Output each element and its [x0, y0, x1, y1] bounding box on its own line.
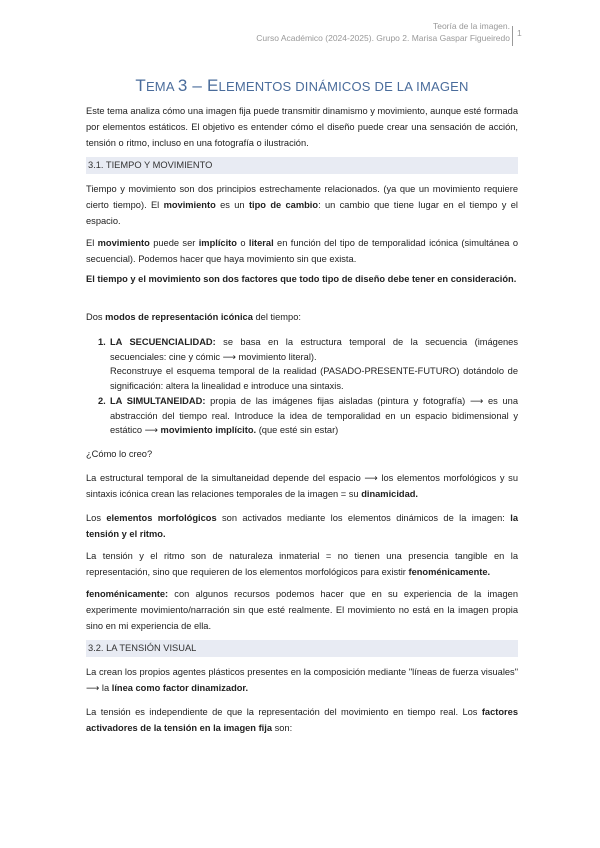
paragraph-lineas-fuerza: La crean los propios agentes plásticos presentes en la composición mediante "líneas de fuerza visuales" ⟶ la línea como factor dinamizador. [86, 667, 518, 693]
modes-list [86, 335, 518, 439]
paragraph-movimiento-tipos: El movimiento puede ser implícito o literal en función del tipo de temporalidad icónica (simultánea o secuencial). Podemos hacer que haya movimiento sin que exista. [86, 238, 518, 264]
list-item: 1. LA SECUENCIALIDAD: se basa en la estructura temporal de la secuencia (imágenes secuenciales: cine y cómic ⟶ movimiento literal). Reconstruye el esquema temporal de la realidad (PASADO-PRESENTE-FUTURO) dotándolo de significación: altera la linealidad e introduce una sintaxis. [98, 337, 518, 391]
section-heading-3-2: 3.2. LA TENSIÓN VISUAL [86, 640, 518, 657]
intro-paragraph: Este tema analiza cómo una imagen fija puede transmitir dinamismo y movimiento, aunque esté formada por elementos estáticos. El objetivo es entender cómo el diseño puede crear una sensación de acción, tensión o ritmo, incluso en una fotografía o ilustración. [86, 106, 519, 148]
list-item: 2. LA SIMULTANEIDAD: propia de las imágenes fijas aisladas (pintura y fotografía) ⟶ es una abstracción del tiempo real. Introduce la idea de temporalidad en un espacio bidimensional y estático ⟶ movimiento implícito. (que esté sin estar) [98, 396, 518, 435]
page-number: 1 [512, 26, 531, 46]
paragraph-key-statement: El tiempo y el movimiento son dos factores que todo tipo de diseño debe tener en consideración. [86, 274, 517, 284]
paragraph-elementos-morfologicos: Los elementos morfológicos son activados mediante los elementos dinámicos de la imagen: la tensión y el ritmo. [86, 513, 518, 539]
paragraph-modos: Dos modos de representación icónica del tiempo: [86, 312, 301, 322]
paragraph-fenomenicamente: fenoménicamente: con algunos recursos podemos hacer que en su experiencia de la imagen experimente movimiento/narración sin que esté realmente. El movimiento no está en la imagen propia sino en mi experiencia de ella. [86, 589, 518, 631]
paragraph-factores-activadores: La tensión es independiente de que la representación del movimiento en tiempo real. Los factores activadores de la tensión en la imagen fija son: [86, 707, 518, 733]
section-heading-3-1: 3.1. TIEMPO Y MOVIMIENTO [86, 157, 518, 174]
paragraph-tension-ritmo: La tensión y el ritmo son de naturaleza inmaterial = no tienen una presencia tangible en la representación, sino que requieren de los elementos morfológicos para existir fenoménicamente. [86, 551, 518, 577]
page-title: TEMA 3 – ELEMENTOS DINÁMICOS DE LA IMAGEN [135, 76, 469, 95]
paragraph-tiempo-movimiento: Tiempo y movimiento son dos principios estrechamente relacionados. (ya que un movimiento requiere cierto tiempo). El movimiento es un tipo de cambio: un cambio que tiene lugar en el tiempo y el espacio. [86, 184, 518, 226]
paragraph-estructura-temporal: La estructural temporal de la simultaneidad depende del espacio ⟶ los elementos morfológicos y su sintaxis icónica crean las relaciones temporales de la imagen = su dinamicidad. [86, 473, 518, 499]
header-course-title: Teoría de la imagen. [432, 21, 510, 31]
running-header [256, 20, 510, 44]
paragraph-como-lo-creo: ¿Cómo lo creo? [86, 449, 153, 459]
header-course-info: Curso Académico (2024-2025). Grupo 2. Marisa Gaspar Figueiredo [256, 33, 510, 43]
